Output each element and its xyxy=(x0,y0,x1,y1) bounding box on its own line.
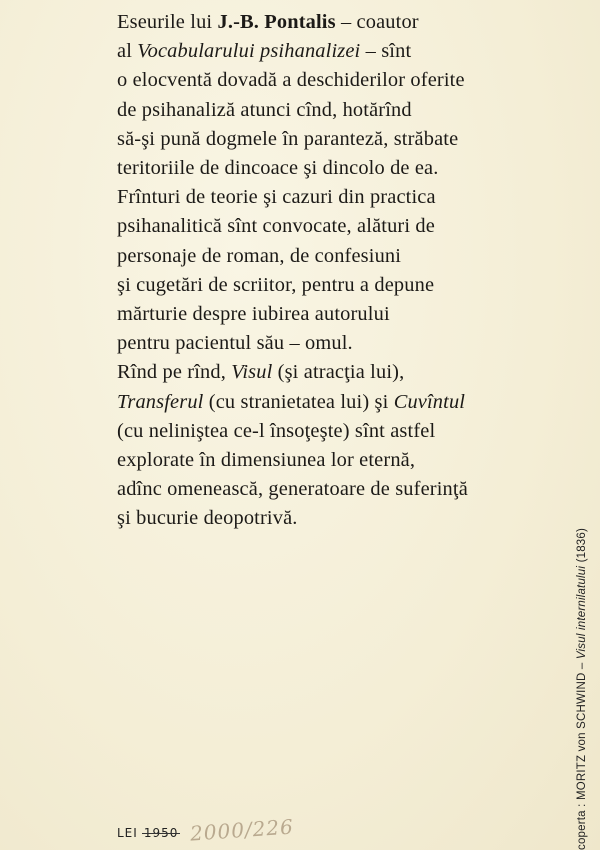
cover-artwork-title: Visul internilatului xyxy=(576,565,588,660)
blurb-line-9: personaje de roman, de confesiuni xyxy=(117,244,402,267)
blurb-line-10: şi cugetări de scriitor, pentru a depune xyxy=(117,273,435,296)
blurb-line-7: Frînturi de teorie şi cazuri din practica xyxy=(117,186,436,209)
blurb-line-6: teritoriile de dincoace şi dincolo de ea. xyxy=(117,157,439,180)
blurb-line-12: pentru pacientul său – omul. xyxy=(117,332,353,355)
blurb-line-14: Transferul (cu stranietatea lui) şi Cuvîntul xyxy=(117,390,466,413)
price-currency: LEI xyxy=(117,826,138,840)
blurb-line-3: o elocventă dovadă a deschiderilor oferite xyxy=(117,69,465,92)
blurb-line-5: să-şi pună dogmele în paranteză, străbate xyxy=(117,127,459,150)
blurb-line-13: Rînd pe rînd, Visul (şi atracţia lui), xyxy=(117,361,405,384)
essay-title-cuvintul: Cuvîntul xyxy=(393,390,466,413)
blurb-line-1: Eseurile lui J.-B. Pontalis – coautor xyxy=(117,11,419,33)
blurb-line-11: mărturie despre iubirea autorului xyxy=(117,303,390,326)
blurb-line-16: explorate în dimensiunea lor eternă, xyxy=(117,449,416,472)
blurb-line-17: adînc omenească, generatoare de suferinţă xyxy=(117,478,468,501)
price-old-struck: 1950 xyxy=(143,826,179,840)
price-label xyxy=(117,826,178,840)
blurb-line-15: (cu neliniştea ce-l însoţeşte) sînt astfel xyxy=(117,419,436,442)
author-name: J.-B. Pontalis xyxy=(217,11,336,33)
cover-credit: coperta : MORITZ von SCHWIND – Visul internilatului (1836) xyxy=(576,527,588,850)
back-cover-blurb xyxy=(117,8,557,534)
book-title-reference: Vocabularului psihanalizei xyxy=(137,40,361,63)
blurb-line-4: de psihanaliză atunci cînd, hotărînd xyxy=(117,98,412,121)
blurb-line-2: al Vocabularului psihanalizei – sînt xyxy=(117,40,412,63)
handwritten-price-note: 2000/226 xyxy=(189,814,295,846)
essay-title-visul: Visul xyxy=(231,361,273,384)
blurb-line-18: şi bucurie deopotrivă. xyxy=(117,507,298,530)
blurb-line-8: psihanalitică sînt convocate, alături de xyxy=(117,215,435,238)
essay-title-transferul: Transferul xyxy=(117,390,204,413)
